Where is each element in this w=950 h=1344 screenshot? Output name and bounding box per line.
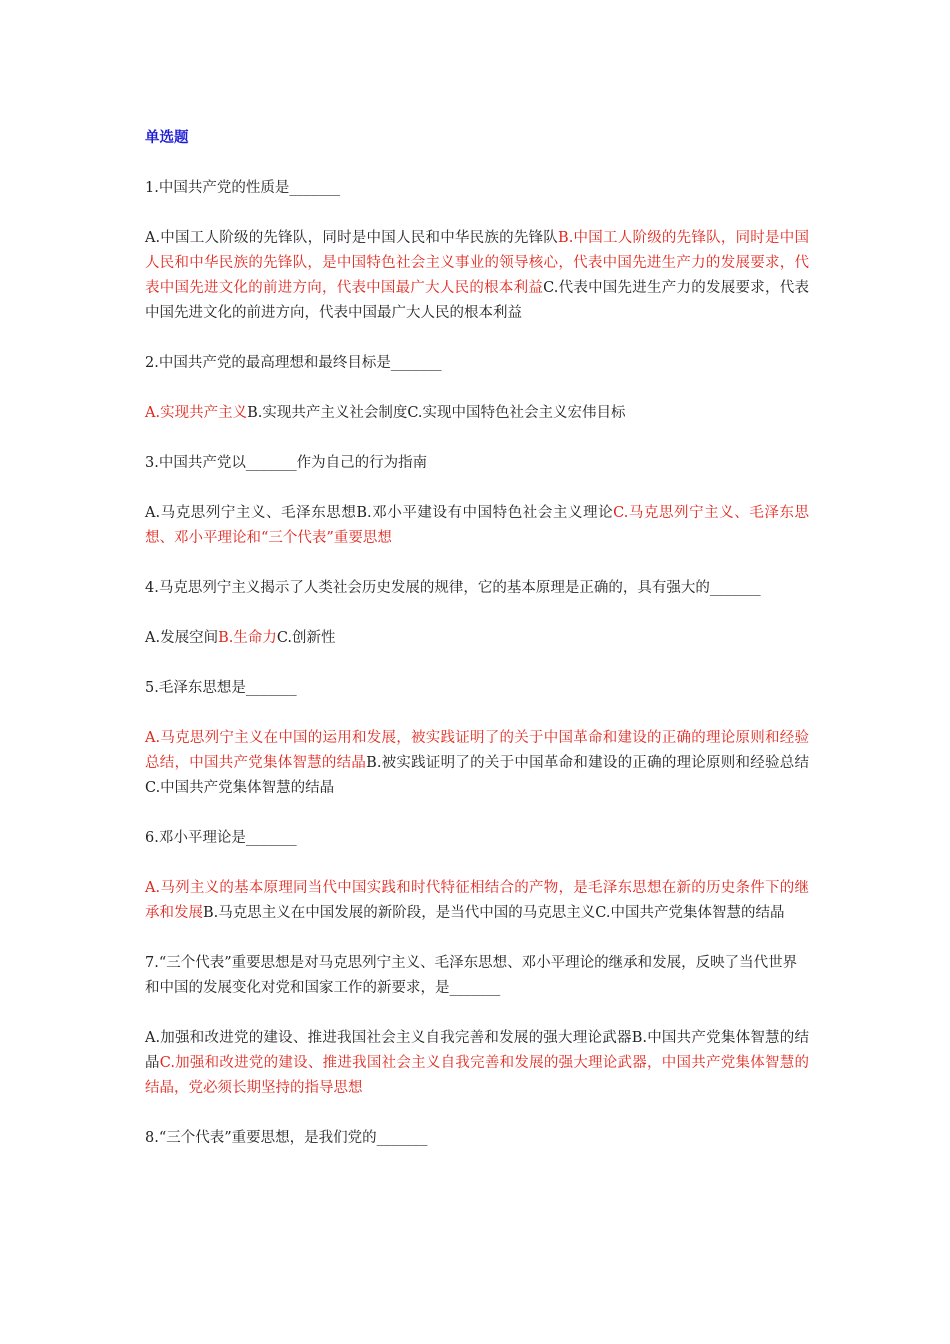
- option: B.实现共产主义社会制度: [247, 405, 408, 421]
- question-stem: 8.“三个代表”重要思想，是我们党的_______: [145, 1130, 428, 1146]
- correct-option: B.中国工人阶级的先锋队，同时是中国人民和中华民族的先锋队，是中国特色社会主义事业的领导核心，代表中国先进生产力的发展要求，代表中国先进文化的前进方向，代表中国最广大人民的根本利益: [145, 230, 810, 296]
- question-options: [145, 401, 809, 426]
- option: B.马克思主义在中国发展的新阶段，是当代中国的马克思主义: [203, 905, 596, 921]
- question-list: [145, 176, 809, 1151]
- question-options: [145, 226, 809, 326]
- option: A.加强和改进党的建设、推进我国社会主义自我完善和发展的强大理论武器: [145, 1030, 632, 1046]
- question-options: [145, 1026, 809, 1101]
- question-options: [145, 501, 809, 551]
- correct-option: A.实现共产主义: [145, 405, 248, 421]
- question-options: [145, 876, 809, 926]
- option: C.中国共产党集体智慧的结晶: [595, 905, 785, 921]
- question-stem: 2.中国共产党的最高理想和最终目标是_______: [145, 355, 442, 371]
- option: C.实现中国特色社会主义宏伟目标: [407, 405, 626, 421]
- correct-option: B.生命力: [218, 630, 277, 646]
- question-stem: 1.中国共产党的性质是_______: [145, 180, 341, 196]
- question-stem: 4.马克思列宁主义揭示了人类社会历史发展的规律，它的基本原理是正确的，具有强大的_______: [145, 580, 761, 596]
- correct-option: C.马克思列宁主义、毛泽东思想、邓小平理论和“三个代表”重要思想: [145, 505, 809, 546]
- option: A.马克思列宁主义、毛泽东思想: [145, 505, 357, 521]
- option: C.创新性: [276, 630, 336, 646]
- question-stem: 5.毛泽东思想是_______: [145, 680, 297, 696]
- question-stem: 7.“三个代表”重要思想是对马克思列宁主义、毛泽东思想、邓小平理论的继承和发展，反映了当代世界和中国的发展变化对党和国家工作的新要求，是_______: [145, 955, 798, 996]
- option: B.邓小平建设有中国特色社会主义理论: [356, 505, 614, 521]
- question-options: [145, 626, 809, 651]
- option: A.中国工人阶级的先锋队，同时是中国人民和中华民族的先锋队: [145, 230, 559, 246]
- question-stem: 6.邓小平理论是_______: [145, 830, 297, 846]
- option: B.中国共产党集体智慧的结晶: [145, 1030, 810, 1071]
- section-title: 单选题: [145, 130, 189, 146]
- document-content: [145, 126, 809, 1176]
- option: C.中国共产党集体智慧的结晶: [145, 780, 335, 796]
- correct-option: A.马克思列宁主义在中国的运用和发展，被实践证明了的关于中国革命和建设的正确的理论原则和经验总结，中国共产党集体智慧的结晶: [145, 730, 809, 771]
- correct-option: A.马列主义的基本原理同当代中国实践和时代特征相结合的产物，是毛泽东思想在新的历史条件下的继承和发展: [145, 880, 809, 921]
- question-stem: 3.中国共产党以_______作为自己的行为指南: [145, 455, 428, 471]
- question-options: [145, 726, 809, 801]
- option: A.发展空间: [145, 630, 219, 646]
- option: B.被实践证明了的关于中国革命和建设的正确的理论原则和经验总结: [366, 755, 810, 771]
- option: C.代表中国先进生产力的发展要求，代表中国先进文化的前进方向，代表中国最广大人民的根本利益: [145, 280, 810, 321]
- correct-option: C.加强和改进党的建设、推进我国社会主义自我完善和发展的强大理论武器，中国共产党集体智慧的结晶，党必须长期坚持的指导思想: [145, 1055, 809, 1096]
